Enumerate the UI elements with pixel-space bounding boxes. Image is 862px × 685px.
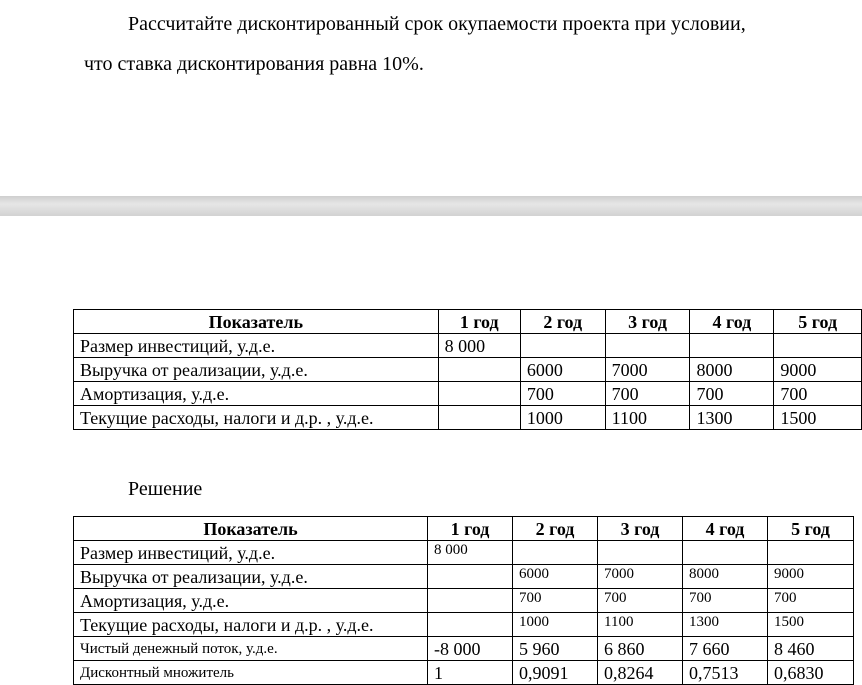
cell-value: 1000 <box>513 613 598 637</box>
header-year-3: 3 год <box>598 517 683 541</box>
cell-value: 0,9091 <box>513 661 598 685</box>
cell-value <box>513 541 598 565</box>
table-row <box>74 541 854 565</box>
cell-value <box>428 613 513 637</box>
cell-value: 700 <box>690 382 774 406</box>
cell-value <box>438 382 520 406</box>
row-label: Выручка от реализации, у.д.е. <box>74 358 439 382</box>
cell-value: 7000 <box>598 565 683 589</box>
header-year-3: 3 год <box>605 310 690 334</box>
cell-value <box>683 541 768 565</box>
table-row <box>74 334 862 358</box>
row-label: Амортизация, у.д.е. <box>74 589 428 613</box>
cell-value: 8000 <box>683 565 768 589</box>
header-year-5: 5 год <box>774 310 862 334</box>
header-year-2: 2 год <box>513 517 598 541</box>
header-year-2: 2 год <box>520 310 605 334</box>
cell-value: 7 660 <box>683 637 768 661</box>
row-label: Дисконтный множитель <box>74 661 428 685</box>
table-row <box>74 661 854 685</box>
cell-value <box>774 334 862 358</box>
header-year-4: 4 год <box>690 310 774 334</box>
table-header-row <box>74 310 862 334</box>
cell-value: 0,8264 <box>598 661 683 685</box>
cell-value <box>428 589 513 613</box>
header-indicator: Показатель <box>74 310 439 334</box>
header-year-1: 1 год <box>438 310 520 334</box>
cell-value: 1100 <box>605 406 690 430</box>
cell-value: 700 <box>520 382 605 406</box>
header-indicator: Показатель <box>74 517 428 541</box>
cell-value <box>598 541 683 565</box>
table-row <box>74 565 854 589</box>
table-row <box>74 613 854 637</box>
cell-value: -8 000 <box>428 637 513 661</box>
document-page-upper <box>0 0 862 196</box>
cell-value: 700 <box>774 382 862 406</box>
cell-value: 8 000 <box>438 334 520 358</box>
cell-value <box>428 565 513 589</box>
task-text-line-1: Рассчитайте дисконтированный срок окупаемости проекта при условии, <box>128 13 746 35</box>
task-text-line-2: что ставка дисконтирования равна 10%. <box>84 53 424 75</box>
cell-value: 1500 <box>768 613 854 637</box>
input-data-table <box>73 309 862 430</box>
row-label: Амортизация, у.д.е. <box>74 382 439 406</box>
table-row <box>74 637 854 661</box>
cell-value <box>768 541 854 565</box>
cell-value: 5 960 <box>513 637 598 661</box>
cell-value: 1000 <box>520 406 605 430</box>
cell-value: 1300 <box>683 613 768 637</box>
row-label: Текущие расходы, налоги и д.р. , у.д.е. <box>74 406 439 430</box>
cell-value <box>438 358 520 382</box>
row-label: Размер инвестиций, у.д.е. <box>74 541 428 565</box>
cell-value: 6000 <box>520 358 605 382</box>
cell-value <box>438 406 520 430</box>
cell-value: 700 <box>683 589 768 613</box>
cell-value: 0,7513 <box>683 661 768 685</box>
cell-value: 6 860 <box>598 637 683 661</box>
cell-value <box>690 334 774 358</box>
cell-value: 700 <box>598 589 683 613</box>
solution-heading: Решение <box>128 478 203 500</box>
cell-value: 700 <box>513 589 598 613</box>
solution-table <box>73 516 854 685</box>
cell-value: 1100 <box>598 613 683 637</box>
row-label: Текущие расходы, налоги и д.р. , у.д.е. <box>74 613 428 637</box>
row-label: Размер инвестиций, у.д.е. <box>74 334 439 358</box>
cell-value: 6000 <box>513 565 598 589</box>
table-row <box>74 589 854 613</box>
cell-value: 1 <box>428 661 513 685</box>
table-row <box>74 382 862 406</box>
cell-value: 700 <box>768 589 854 613</box>
header-year-4: 4 год <box>683 517 768 541</box>
table-row <box>74 358 862 382</box>
table-row <box>74 406 862 430</box>
row-label: Чистый денежный поток, у.д.е. <box>74 637 428 661</box>
page-break-separator <box>0 196 862 216</box>
table-header-row <box>74 517 854 541</box>
header-year-1: 1 год <box>428 517 513 541</box>
cell-value: 8000 <box>690 358 774 382</box>
row-label: Выручка от реализации, у.д.е. <box>74 565 428 589</box>
cell-value: 1500 <box>774 406 862 430</box>
header-year-5: 5 год <box>768 517 854 541</box>
cell-value: 9000 <box>774 358 862 382</box>
cell-value: 0,6830 <box>768 661 854 685</box>
cell-value: 7000 <box>605 358 690 382</box>
cell-value: 1300 <box>690 406 774 430</box>
cell-value <box>520 334 605 358</box>
cell-value: 9000 <box>768 565 854 589</box>
cell-value <box>605 334 690 358</box>
cell-value: 700 <box>605 382 690 406</box>
cell-value: 8 460 <box>768 637 854 661</box>
cell-value: 8 000 <box>428 541 513 565</box>
